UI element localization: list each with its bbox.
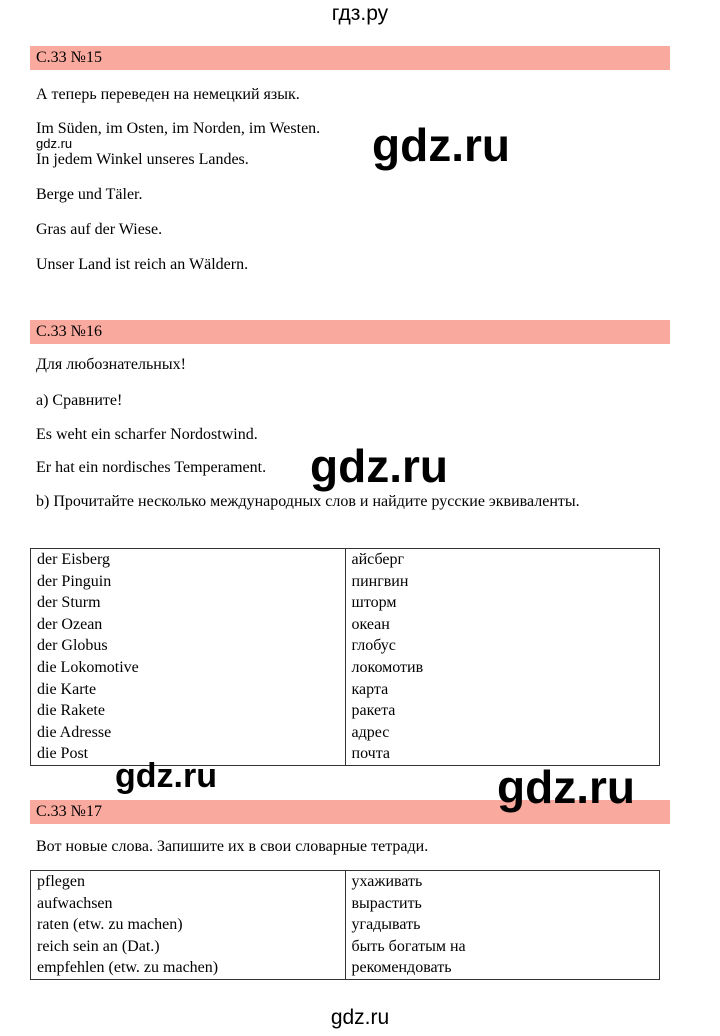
section-15-title: С.33 №15 [30,46,670,70]
table-row [31,936,660,958]
table-row [31,635,660,657]
table-cell-de: der Eisberg [31,549,346,571]
section-17-title: С.33 №17 [30,800,670,824]
s16-intro: Для любознательных! [36,356,186,373]
table-cell-de: die Adresse [31,722,346,744]
table-cell-de: der Pinguin [31,571,346,593]
s15-line-3: In jedem Winkel unseres Landes. [36,151,249,168]
table-row [31,722,660,744]
table-cell-de: die Karte [31,679,346,701]
table-row [31,571,660,593]
s16-example-1: Es weht ein scharfer Nordostwind. [36,426,258,443]
watermark-4: gdz.ru [497,761,635,813]
table-cell-de: die Rakete [31,700,346,722]
table-cell-de: reich sein an (Dat.) [31,936,346,958]
table-cell-ru: ракета [345,700,660,722]
table-row [31,614,660,636]
s16-part-a: а) Сравните! [36,392,123,409]
table-cell-ru: пингвин [345,571,660,593]
table-cell-de: der Ozean [31,614,346,636]
table-cell-de: empfehlen (etw. zu machen) [31,957,346,979]
table-cell-ru: локомотив [345,657,660,679]
table-cell-ru: почта [345,743,660,765]
watermark-3: gdz.ru [115,757,217,795]
table-cell-ru: адрес [345,722,660,744]
site-footer: gdz.ru [330,1006,390,1029]
table-cell-ru: рекомендовать [345,957,660,979]
s15-line-5: Gras auf der Wiese. [36,221,163,238]
section-16-title: С.33 №16 [30,320,670,344]
s16-vocab-table [30,548,660,766]
s16-example-2: Er hat ein nordisches Temperament. [36,459,267,476]
table-row [31,592,660,614]
s15-line-4: Berge und Täler. [36,186,143,203]
table-row [31,957,660,979]
table-cell-ru: шторм [345,592,660,614]
s17-intro: Вот новые слова. Запишите их в свои словарные тетради. [36,838,429,855]
s15-line-1: А теперь переведен на немецкий язык. [36,86,300,103]
watermark-2: gdz.ru [310,440,448,492]
table-cell-ru: вырастить [345,893,660,915]
watermark-small: gdz.ru [36,136,73,151]
table-cell-de: aufwachsen [31,893,346,915]
table-row [31,893,660,915]
table-cell-ru: айсберг [345,549,660,571]
s16-part-b: b) Прочитайте несколько международных слов и найдите русские эквиваленты. [36,493,580,510]
table-row [31,549,660,571]
table-cell-ru: быть богатым на [345,936,660,958]
table-cell-de: der Sturm [31,592,346,614]
table-row [31,914,660,936]
s15-line-2: Im Süden, im Osten, im Norden, im Westen. [36,120,321,137]
table-row [31,679,660,701]
table-cell-ru: карта [345,679,660,701]
table-cell-de: die Post [31,743,346,765]
s15-line-6: Unser Land ist reich an Wäldern. [36,256,249,273]
table-cell-ru: угадывать [345,914,660,936]
table-cell-ru: глобус [345,635,660,657]
watermark-1: gdz.ru [372,119,510,171]
table-cell-de: die Lokomotive [31,657,346,679]
table-cell-de: raten (etw. zu machen) [31,914,346,936]
table-row [31,657,660,679]
site-header: гдз.ру [331,2,389,25]
table-row [31,700,660,722]
table-cell-ru: океан [345,614,660,636]
table-row [31,871,660,893]
table-cell-de: pflegen [31,871,346,893]
table-cell-de: der Globus [31,635,346,657]
table-cell-ru: ухаживать [345,871,660,893]
s17-vocab-table [30,870,660,980]
